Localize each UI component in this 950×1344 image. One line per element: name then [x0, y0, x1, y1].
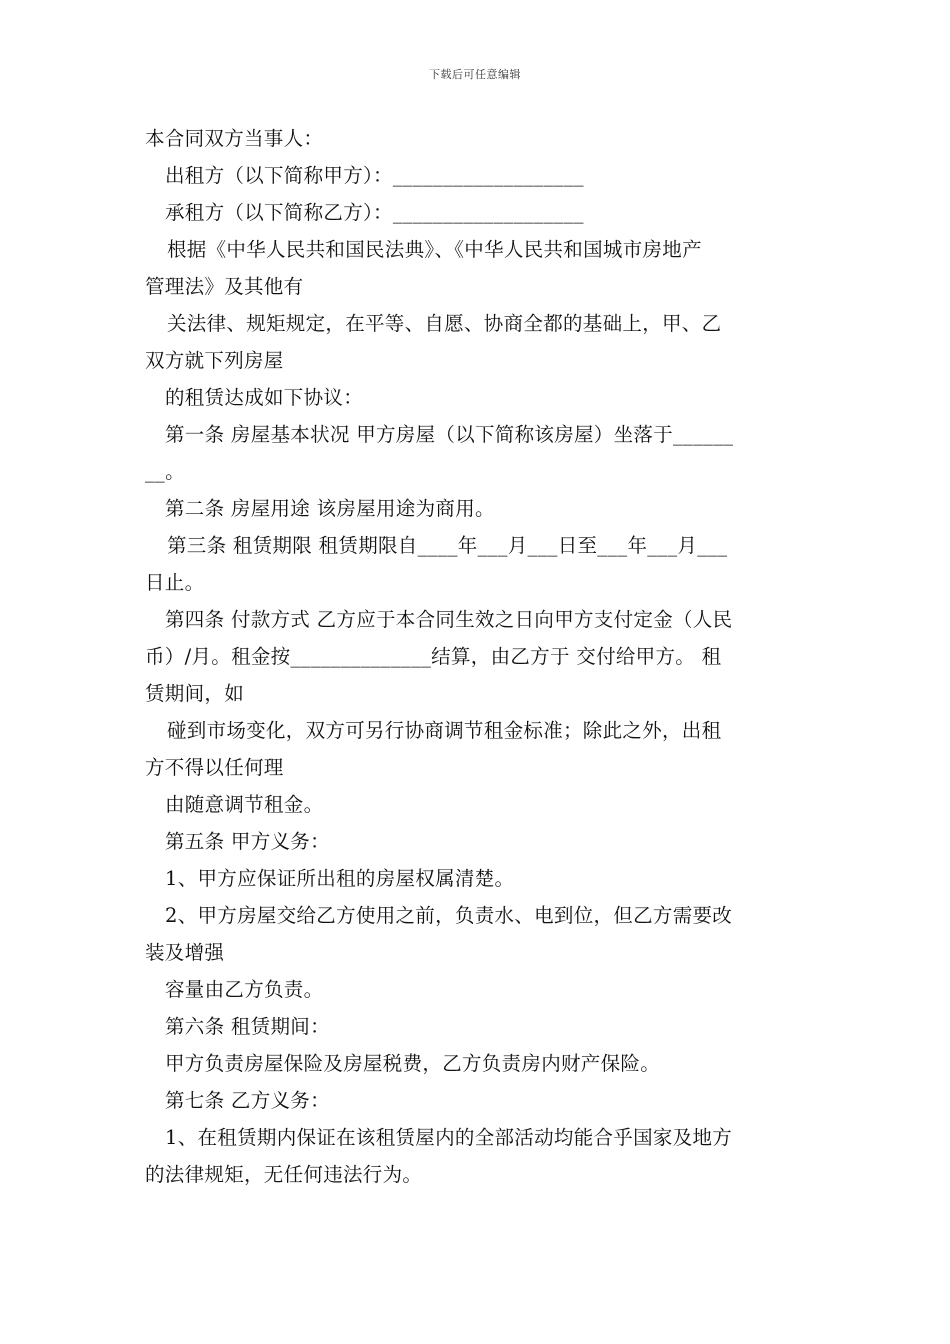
contract-parties-heading: 本合同双方当事人：: [145, 127, 324, 150]
article-5-item-2-line-1: 2、甲方房屋交给乙方使用之前，负责水、电到位，但乙方需要改: [165, 904, 733, 927]
article-4-line-1: 第四条 付款方式 乙方应于本合同生效之日向甲方支付定金（人民: [165, 608, 733, 631]
article-6-body: 甲方负责房屋保险及房屋税费，乙方负责房内财产保险。: [165, 1052, 661, 1075]
document-body: [145, 120, 815, 1193]
article-1-line-1: 第一条 房屋基本状况 甲方房屋（以下简称该房屋）坐落于______: [165, 423, 734, 446]
legal-basis-line-5: 的租赁达成如下协议：: [165, 386, 364, 409]
page-header: 下载后可任意编辑: [429, 68, 521, 81]
article-1-line-2: __。: [145, 460, 185, 483]
article-5-item-2-line-2: 装及增强: [145, 941, 225, 964]
article-4-line-4: 碰到市场变化，双方可另行协商调节租金标准；除此之外，出租: [167, 719, 722, 742]
lessor-line: 出租方（以下简称甲方）：___________________: [165, 164, 584, 187]
article-7-item-1-line-1: 1、在租赁期内保证在该租赁屋内的全部活动均能合乎国家及地方: [165, 1126, 733, 1149]
legal-basis-line-1: 根据《中华人民共和国民法典》、《中华人民共和国城市房地产: [167, 238, 702, 261]
article-5-item-2-line-3: 容量由乙方负责。: [165, 978, 324, 1001]
article-5-item-1: 1、甲方应保证所出租的房屋权属清楚。: [165, 867, 515, 890]
legal-basis-line-2: 管理法》及其他有: [145, 275, 304, 298]
article-3-line-1: 第三条 租赁期限 租赁期限自____年___月___日至___年___月___: [167, 534, 728, 557]
article-7-heading: 第七条 乙方义务：: [165, 1089, 330, 1112]
lessee-line: 承租方（以下简称乙方）：___________________: [165, 201, 584, 224]
legal-basis-line-3: 关法律、规矩规定，在平等、自愿、协商全都的基础上，甲、乙: [167, 312, 722, 335]
article-4-line-6: 由随意调节租金。: [165, 793, 324, 816]
article-4-line-3: 赁期间，如: [145, 682, 245, 705]
article-4-line-5: 方不得以任何理: [145, 756, 284, 779]
article-2: 第二条 房屋用途 该房屋用途为商用。: [165, 497, 495, 520]
article-7-item-1-line-2: 的法律规矩，无任何违法行为。: [145, 1163, 423, 1186]
legal-basis-line-4: 双方就下列房屋: [145, 349, 284, 372]
article-3-line-2: 日止。: [145, 571, 205, 594]
article-6-heading: 第六条 租赁期间：: [165, 1015, 330, 1038]
article-5-heading: 第五条 甲方义务：: [165, 830, 330, 853]
article-4-line-2: 币）/月。租金按______________结算，由乙方于 交付给甲方。 租: [145, 645, 722, 668]
